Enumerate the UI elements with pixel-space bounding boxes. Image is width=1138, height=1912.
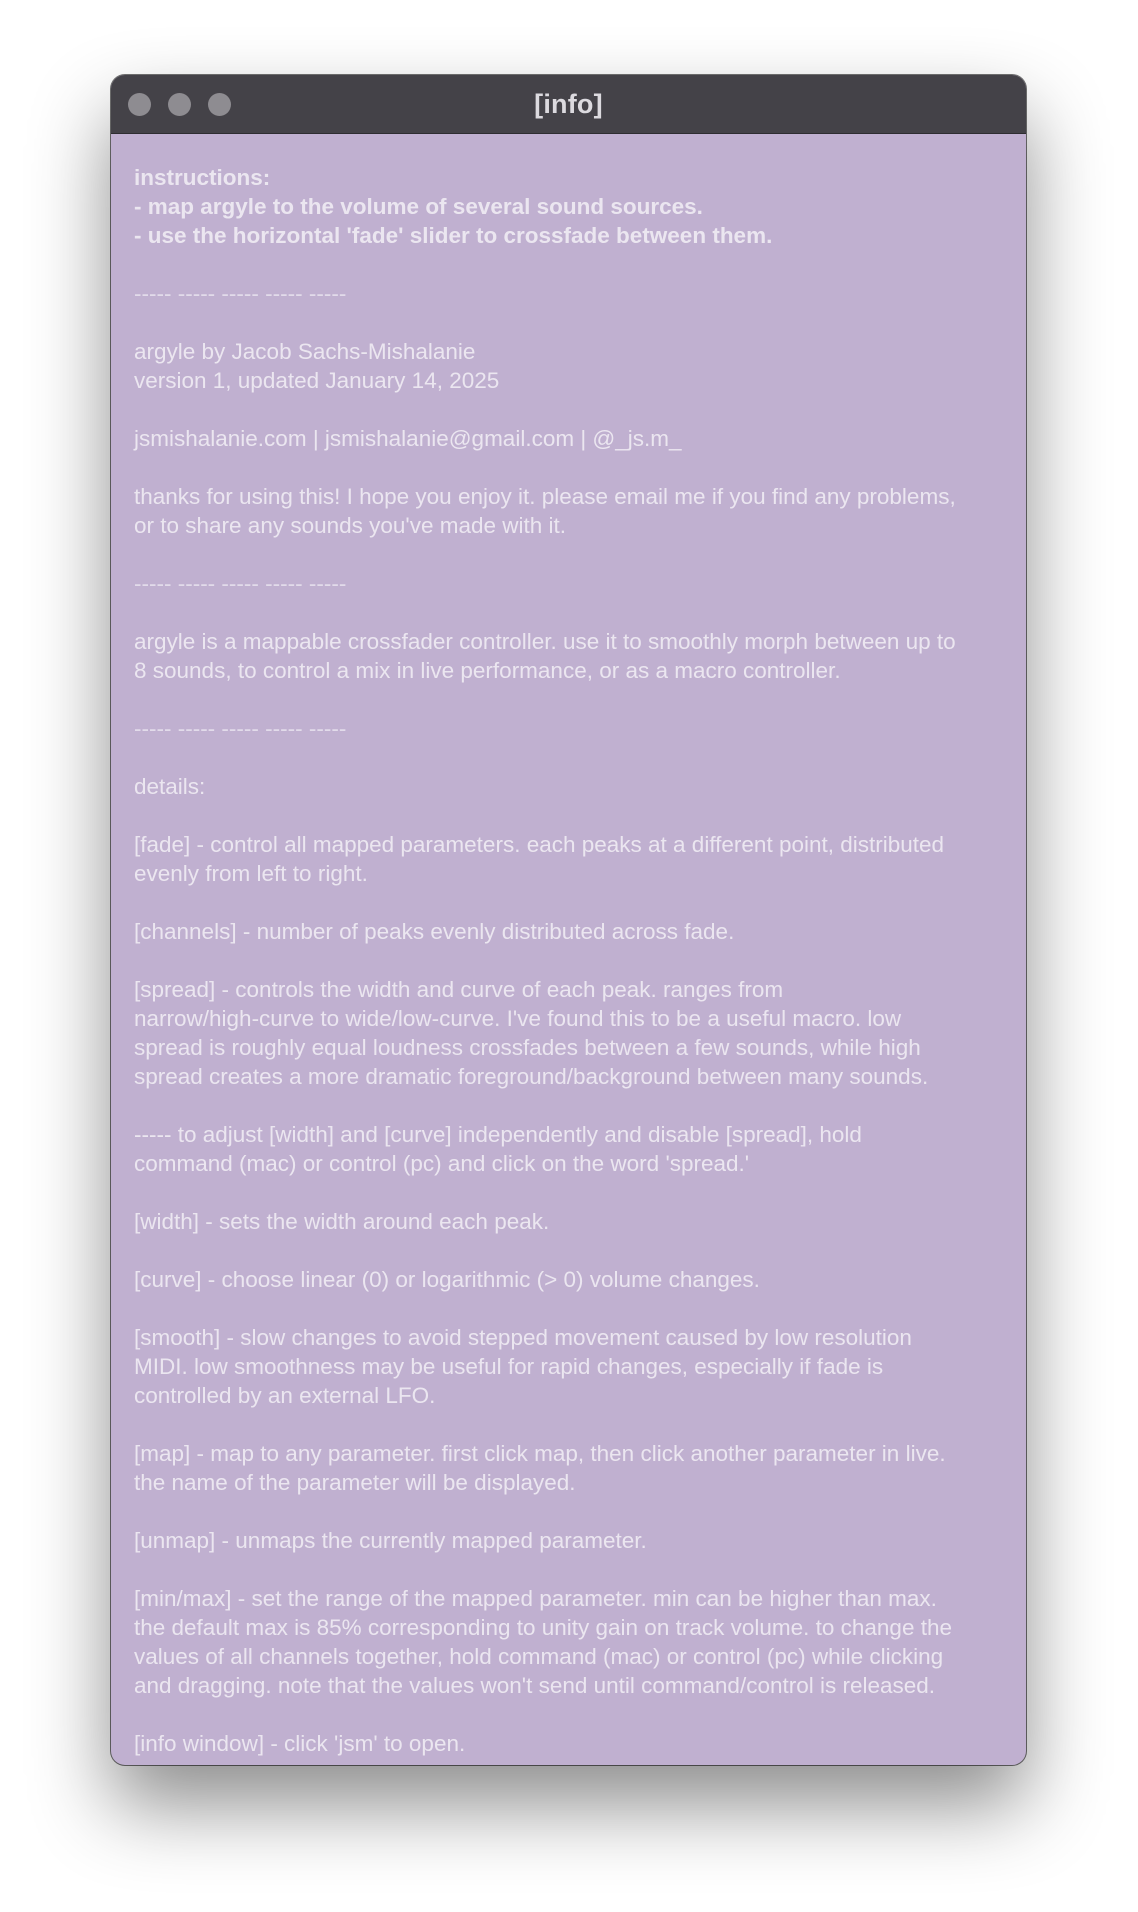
detail-min-max: and dragging. note that the values won't send until command/control is released. [134, 1673, 936, 1698]
detail-spread: spread creates a more dramatic foreground/background between many sounds. [134, 1064, 929, 1089]
thanks-text: thanks for using this! I hope you enjoy it. please email me if you find any problems, [134, 484, 956, 509]
info-window [111, 75, 1026, 1765]
info-text [134, 163, 1004, 1758]
window-title: [info] [534, 89, 603, 119]
divider: ----- ----- ----- ----- ----- [134, 716, 347, 741]
detail-spread: [spread] - controls the width and curve of each peak. ranges from [134, 977, 784, 1002]
detail-info-window: [info window] - click 'jsm' to open. [134, 1731, 466, 1756]
detail-unmap: [unmap] - unmaps the currently mapped parameter. [134, 1528, 647, 1553]
detail-spread-note: ----- to adjust [width] and [curve] independently and disable [spread], hold [134, 1122, 862, 1147]
detail-smooth: controlled by an external LFO. [134, 1383, 436, 1408]
divider: ----- ----- ----- ----- ----- [134, 571, 347, 596]
credits-version: version 1, updated January 14, 2025 [134, 368, 500, 393]
detail-fade: [fade] - control all mapped parameters. each peaks at a different point, distributed [134, 832, 945, 857]
detail-spread: spread is roughly equal loudness crossfades between a few sounds, while high [134, 1035, 921, 1060]
detail-spread-note: command (mac) or control (pc) and click on the word 'spread.' [134, 1151, 750, 1176]
credits-author: argyle by Jacob Sachs-Mishalanie [134, 339, 476, 364]
details-heading: details: [134, 774, 206, 799]
contact-info: jsmishalanie.com | jsmishalanie@gmail.com | @_js.m_ [134, 426, 682, 451]
about-text: 8 sounds, to control a mix in live performance, or as a macro controller. [134, 658, 841, 683]
instruction-line: - map argyle to the volume of several sound sources. [134, 194, 703, 219]
detail-smooth: MIDI. low smoothness may be useful for rapid changes, especially if fade is [134, 1354, 884, 1379]
detail-smooth: [smooth] - slow changes to avoid stepped movement caused by low resolution [134, 1325, 912, 1350]
thanks-text: or to share any sounds you've made with it. [134, 513, 567, 538]
detail-width: [width] - sets the width around each peak. [134, 1209, 550, 1234]
divider: ----- ----- ----- ----- ----- [134, 281, 347, 306]
title-bar[interactable] [111, 75, 1026, 134]
detail-channels: [channels] - number of peaks evenly distributed across fade. [134, 919, 735, 944]
detail-min-max: values of all channels together, hold command (mac) or control (pc) while clicking [134, 1644, 944, 1669]
instruction-line: - use the horizontal 'fade' slider to crossfade between them. [134, 223, 773, 248]
detail-map: [map] - map to any parameter. first click map, then click another parameter in live. [134, 1441, 946, 1466]
instructions-heading: instructions: [134, 165, 271, 190]
detail-min-max: [min/max] - set the range of the mapped parameter. min can be higher than max. [134, 1586, 937, 1611]
detail-curve: [curve] - choose linear (0) or logarithmic (> 0) volume changes. [134, 1267, 760, 1292]
detail-spread: narrow/high-curve to wide/low-curve. I've found this to be a useful macro. low [134, 1006, 902, 1031]
detail-min-max: the default max is 85% corresponding to unity gain on track volume. to change the [134, 1615, 952, 1640]
about-text: argyle is a mappable crossfader controller. use it to smoothly morph between up to [134, 629, 956, 654]
detail-fade: evenly from left to right. [134, 861, 368, 886]
detail-map: the name of the parameter will be displayed. [134, 1470, 576, 1495]
